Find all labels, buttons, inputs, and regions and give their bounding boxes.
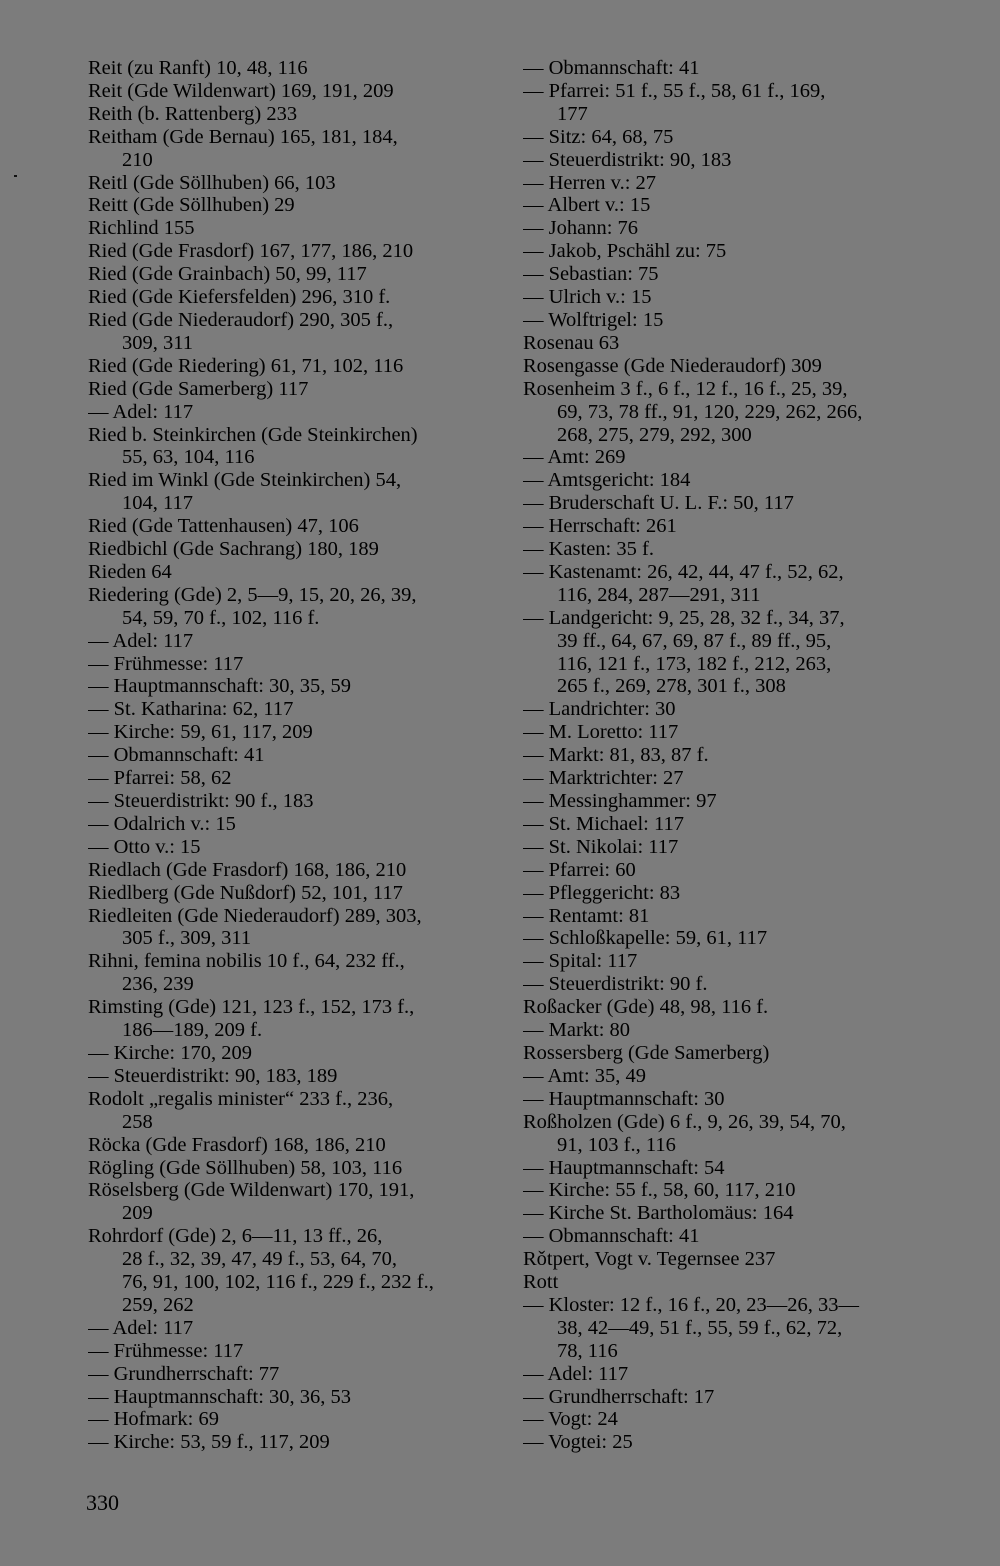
index-entry-line: Riedleiten (Gde Niederaudorf) 289, 303, <box>88 904 422 927</box>
index-entry <box>523 538 923 561</box>
index-entry <box>88 767 493 790</box>
index-entry-continuation: 38, 42—49, 51 f., 55, 59 f., 62, 72, <box>557 1316 843 1339</box>
index-entry <box>88 1340 493 1363</box>
index-entry-line: Röcka (Gde Frasdorf) 168, 186, 210 <box>88 1133 386 1156</box>
index-entry <box>523 1179 923 1202</box>
index-entry <box>523 1111 923 1157</box>
index-entry <box>523 561 923 607</box>
index-entry-line: — Johann: 76 <box>523 217 639 240</box>
index-entry <box>523 950 923 973</box>
index-entry-line: Ried (Gde Kiefersfelden) 296, 310 f. <box>88 286 391 309</box>
index-entry-continuation: 210 <box>122 148 153 171</box>
index-entry <box>523 1202 923 1225</box>
index-entry-line: Rott <box>523 1271 559 1294</box>
index-entry <box>523 332 923 355</box>
index-entry-line: — Marktrichter: 27 <box>523 767 684 790</box>
index-entry-continuation: 309, 311 <box>122 331 193 354</box>
index-entry-line: — Steuerdistrikt: 90 f., 183 <box>88 790 314 812</box>
index-entry-line: — Kasten: 35 f. <box>523 538 654 561</box>
index-entry-line: — Hauptmannschaft: 30, 36, 53 <box>88 1385 352 1408</box>
index-entry-line: — Vogtei: 25 <box>523 1431 633 1454</box>
index-entry-line: — Kirche St. Bartholomäus: 164 <box>523 1202 794 1225</box>
index-entry-line: — Frühmesse: 117 <box>88 652 244 675</box>
index-entry <box>88 950 493 996</box>
index-entry-line: — Ulrich v.: 15 <box>523 286 652 309</box>
index-entry-line: — Obmannschaft: 41 <box>523 57 700 79</box>
index-entry <box>523 1408 923 1431</box>
index-entry <box>523 1019 923 1042</box>
index-entry <box>523 515 923 538</box>
index-entry-line: — Jakob, Pschähl zu: 75 <box>523 240 727 263</box>
index-entry <box>88 744 493 767</box>
index-entry <box>523 126 923 149</box>
index-entry-continuation: 28 f., 32, 39, 47, 49 f., 53, 64, 70, <box>122 1248 398 1271</box>
index-entry-line: — Kirche: 53, 59 f., 117, 209 <box>88 1431 330 1454</box>
index-entry <box>88 836 493 859</box>
index-entry <box>88 813 493 836</box>
index-entry-line: — Steuerdistrikt: 90, 183, 189 <box>88 1064 338 1087</box>
index-entry <box>88 1042 493 1065</box>
index-entry <box>523 607 923 699</box>
index-entry <box>523 813 923 836</box>
index-entry <box>523 80 923 126</box>
index-entry <box>88 515 493 538</box>
index-entry <box>523 492 923 515</box>
index-entry-line: — Herren v.: 27 <box>523 171 657 194</box>
index-entry-line: Rossersberg (Gde Samerberg) <box>523 1041 770 1064</box>
index-entry-line: — Pfleggericht: 83 <box>523 881 681 904</box>
index-entry <box>523 1386 923 1409</box>
index-entry-line: — Frühmesse: 117 <box>88 1339 244 1362</box>
index-entry <box>523 446 923 469</box>
index-entry <box>523 721 923 744</box>
index-entry-line: — St. Michael: 117 <box>523 812 684 835</box>
index-entry-line: Reit (zu Ranft) 10, 48, 116 <box>88 57 308 79</box>
index-entry <box>523 996 923 1019</box>
index-entry <box>523 1042 923 1065</box>
index-entry-line: — Amtsgericht: 184 <box>523 469 691 492</box>
index-entry-line: Ried (Gde Samerberg) 117 <box>88 377 309 400</box>
index-entry <box>523 1088 923 1111</box>
index-entry-continuation: 78, 116 <box>557 1339 618 1362</box>
index-entry-line: — Pfarrei: 60 <box>523 858 636 881</box>
index-entry-continuation: 236, 239 <box>122 973 194 996</box>
index-entry-line: Roßacker (Gde) 48, 98, 116 f. <box>523 996 769 1019</box>
index-entry <box>88 721 493 744</box>
index-entry-line: Ried (Gde Riedering) 61, 71, 102, 116 <box>88 354 404 377</box>
index-entry <box>88 172 493 195</box>
index-entry-line: Rosengasse (Gde Niederaudorf) 309 <box>523 354 822 377</box>
index-entry-line: — Spital: 117 <box>523 950 638 973</box>
index-entry-line: Reitham (Gde Bernau) 165, 181, 184, <box>88 125 398 148</box>
index-entry <box>88 698 493 721</box>
index-entry-line: — St. Nikolai: 117 <box>523 835 679 858</box>
index-entry <box>523 149 923 172</box>
index-entry-continuation: 91, 103 f., 116 <box>557 1133 676 1156</box>
index-entry <box>523 790 923 813</box>
index-entry <box>523 217 923 240</box>
index-entry <box>88 653 493 676</box>
index-entry-continuation: 265 f., 269, 278, 301 f., 308 <box>557 675 786 698</box>
index-entry-line: — Albert v.: 15 <box>523 194 651 217</box>
index-entry-line: Richlind 155 <box>88 217 195 240</box>
index-entry <box>523 836 923 859</box>
index-column-right <box>523 57 923 1454</box>
index-entry <box>88 1386 493 1409</box>
index-entry-line: — Pfarrei: 51 f., 55 f., 58, 61 f., 169, <box>523 79 826 102</box>
index-entry <box>88 217 493 240</box>
index-entry <box>523 927 923 950</box>
index-entry <box>523 859 923 882</box>
index-entry <box>523 767 923 790</box>
index-entry-line: — M. Loretto: 117 <box>523 721 679 744</box>
index-entry <box>523 469 923 492</box>
index-entry <box>88 1431 493 1454</box>
index-entry <box>88 1134 493 1157</box>
scan-speck <box>14 175 17 177</box>
index-entry-line: — Adel: 117 <box>88 400 194 423</box>
index-entry <box>88 424 493 470</box>
index-entry-continuation: 69, 73, 78 ff., 91, 120, 229, 262, 266, <box>557 400 863 423</box>
index-entry <box>523 240 923 263</box>
index-entry-line: Riedbichl (Gde Sachrang) 180, 189 <box>88 538 379 561</box>
index-entry <box>88 538 493 561</box>
index-entry <box>88 905 493 951</box>
index-entry <box>523 286 923 309</box>
index-entry-line: — Herrschaft: 261 <box>523 515 677 538</box>
index-entry-line: — Steuerdistrikt: 90, 183 <box>523 148 732 171</box>
index-entry <box>88 194 493 217</box>
index-entry <box>88 675 493 698</box>
index-entry <box>88 996 493 1042</box>
index-entry-line: Ried (Gde Tattenhausen) 47, 106 <box>88 515 359 538</box>
index-entry-line: — Kloster: 12 f., 16 f., 20, 23—26, 33— <box>523 1293 859 1316</box>
index-entry-continuation: 54, 59, 70 f., 102, 116 f. <box>122 606 320 629</box>
index-entry-line: — Odalrich v.: 15 <box>88 812 236 835</box>
index-entry-line: — Landrichter: 30 <box>523 698 676 721</box>
index-entry <box>88 1408 493 1431</box>
index-entry-continuation: 259, 262 <box>122 1293 194 1316</box>
index-entry <box>88 561 493 584</box>
index-entry <box>88 1065 493 1088</box>
index-entry-continuation: 258 <box>122 1110 153 1133</box>
index-entry <box>523 698 923 721</box>
index-entry-line: Röselsberg (Gde Wildenwart) 170, 191, <box>88 1179 415 1202</box>
index-entry <box>88 790 493 813</box>
index-entry-line: — Grundherrschaft: 17 <box>523 1385 715 1408</box>
index-entry-line: — Markt: 80 <box>523 1019 631 1042</box>
index-entry <box>88 309 493 355</box>
index-entry-line: Roßholzen (Gde) 6 f., 9, 26, 39, 54, 70, <box>523 1110 846 1133</box>
index-entry <box>523 263 923 286</box>
index-entry-line: — Rentamt: 81 <box>523 904 650 927</box>
index-entry-continuation: 116, 121 f., 173, 182 f., 212, 263, <box>557 652 832 675</box>
index-entry-line: — Amt: 35, 49 <box>523 1064 647 1087</box>
index-entry-line: — Vogt: 24 <box>523 1408 618 1431</box>
index-entry-line: — Kastenamt: 26, 42, 44, 47 f., 52, 62, <box>523 560 844 583</box>
index-entry-line: — Steuerdistrikt: 90 f. <box>523 973 708 996</box>
index-entry <box>88 126 493 172</box>
index-entry-line: Reitl (Gde Söllhuben) 66, 103 <box>88 171 336 194</box>
index-entry-line: — Schloßkapelle: 59, 61, 117 <box>523 927 768 950</box>
index-entry-line: — Adel: 117 <box>523 1362 629 1385</box>
index-entry <box>523 1294 923 1363</box>
index-entry <box>88 103 493 126</box>
index-entry-continuation: 39 ff., 64, 67, 69, 87 f., 89 ff., 95, <box>557 629 832 652</box>
index-entry-line: — Pfarrei: 58, 62 <box>88 767 232 790</box>
index-entry <box>88 1225 493 1317</box>
index-entry-line: — Kirche: 55 f., 58, 60, 117, 210 <box>523 1179 796 1202</box>
index-entry-line: — Bruderschaft U. L. F.: 50, 117 <box>523 492 794 515</box>
index-entry-continuation: 305 f., 309, 311 <box>122 927 252 950</box>
index-entry-line: — Obmannschaft: 41 <box>88 744 265 767</box>
index-entry <box>523 1363 923 1386</box>
index-entry <box>523 1431 923 1454</box>
index-entry-line: Ried im Winkl (Gde Steinkirchen) 54, <box>88 469 402 492</box>
index-entry <box>88 630 493 653</box>
index-entry-line: — Wolftrigel: 15 <box>523 308 664 331</box>
index-entry <box>88 584 493 630</box>
index-entry-line: Ried b. Steinkirchen (Gde Steinkirchen) <box>88 423 418 446</box>
index-entry <box>88 57 493 80</box>
index-entry-line: Riedlach (Gde Frasdorf) 168, 186, 210 <box>88 858 407 881</box>
index-entry-line: Ried (Gde Grainbach) 50, 99, 117 <box>88 263 367 286</box>
index-entry <box>523 1271 923 1294</box>
index-entry <box>88 240 493 263</box>
index-entry-continuation: 209 <box>122 1202 153 1225</box>
index-entry-line: Rohrdorf (Gde) 2, 6—11, 13 ff., 26, <box>88 1225 383 1248</box>
index-entry <box>88 1317 493 1340</box>
index-entry-line: — Obmannschaft: 41 <box>523 1225 700 1248</box>
index-entry-line: — Grundherrschaft: 77 <box>88 1362 280 1385</box>
index-entry-line: Rosenau 63 <box>523 331 620 354</box>
index-entry-line: — Hauptmannschaft: 30, 35, 59 <box>88 675 352 698</box>
index-entry <box>88 859 493 882</box>
index-column-left <box>88 57 493 1454</box>
index-entry <box>523 194 923 217</box>
index-entry-line: — Kirche: 170, 209 <box>88 1041 252 1064</box>
index-entry-line: — Hauptmannschaft: 30 <box>523 1087 725 1110</box>
index-entry <box>523 1157 923 1180</box>
index-entry <box>88 263 493 286</box>
index-entry-line: — Landgericht: 9, 25, 28, 32 f., 34, 37, <box>523 606 845 629</box>
index-entry <box>523 744 923 767</box>
index-entry-continuation: 116, 284, 287—291, 311 <box>557 583 761 606</box>
index-entry <box>88 401 493 424</box>
index-entry-line: Rǒtpert, Vogt v. Tegernsee 237 <box>523 1248 776 1271</box>
index-entry-continuation: 76, 91, 100, 102, 116 f., 229 f., 232 f., <box>122 1271 434 1294</box>
index-entry-line: Rögling (Gde Söllhuben) 58, 103, 116 <box>88 1156 403 1179</box>
index-entry-line: Rosenheim 3 f., 6 f., 12 f., 16 f., 25, 39, <box>523 377 848 400</box>
index-entry-line: Ried (Gde Frasdorf) 167, 177, 186, 210 <box>88 240 414 263</box>
index-entry-line: Reith (b. Rattenberg) 233 <box>88 102 298 125</box>
index-entry-continuation: 186—189, 209 f. <box>122 1019 263 1042</box>
index-entry <box>523 882 923 905</box>
index-entry <box>523 1225 923 1248</box>
index-entry-line: — St. Katharina: 62, 117 <box>88 698 294 721</box>
index-entry-line: Reit (Gde Wildenwart) 169, 191, 209 <box>88 79 394 102</box>
index-entry-line: — Hauptmannschaft: 54 <box>523 1156 725 1179</box>
index-entry <box>88 355 493 378</box>
index-entry <box>523 973 923 996</box>
index-entry <box>523 1065 923 1088</box>
index-entry <box>88 882 493 905</box>
index-entry <box>523 172 923 195</box>
index-entry <box>523 309 923 332</box>
index-entry <box>523 355 923 378</box>
index-entry-continuation: 177 <box>557 102 588 125</box>
index-entry <box>88 80 493 103</box>
index-entry-line: Rieden 64 <box>88 560 172 583</box>
index-entry-line: — Sebastian: 75 <box>523 263 659 286</box>
index-entry-line: Riedering (Gde) 2, 5—9, 15, 20, 26, 39, <box>88 583 417 606</box>
index-entry <box>88 286 493 309</box>
index-entry <box>523 57 923 80</box>
index-entry <box>88 469 493 515</box>
index-entry <box>88 1157 493 1180</box>
index-entry-line: — Adel: 117 <box>88 629 194 652</box>
index-entry-continuation: 268, 275, 279, 292, 300 <box>557 423 752 446</box>
index-entry <box>88 1363 493 1386</box>
index-entry <box>88 1179 493 1225</box>
index-entry-line: — Amt: 269 <box>523 446 626 469</box>
index-entry-line: Riedlberg (Gde Nußdorf) 52, 101, 117 <box>88 881 403 904</box>
index-entry-line: Ried (Gde Niederaudorf) 290, 305 f., <box>88 308 394 331</box>
index-entry <box>523 905 923 928</box>
index-entry-line: Reitt (Gde Söllhuben) 29 <box>88 194 295 217</box>
index-entry-continuation: 104, 117 <box>122 492 193 515</box>
index-entry-line: Rimsting (Gde) 121, 123 f., 152, 173 f., <box>88 996 415 1019</box>
index-entry <box>88 378 493 401</box>
page-number: 330 <box>86 1490 119 1515</box>
index-entry <box>523 378 923 447</box>
index-entry-line: — Sitz: 64, 68, 75 <box>523 125 674 148</box>
index-entry-line: — Messinghammer: 97 <box>523 790 717 812</box>
index-entry-continuation: 55, 63, 104, 116 <box>122 446 255 469</box>
index-entry <box>523 1248 923 1271</box>
index-entry-line: — Otto v.: 15 <box>88 835 201 858</box>
index-entry-line: Rihni, femina nobilis 10 f., 64, 232 ff., <box>88 950 405 973</box>
index-entry-line: — Adel: 117 <box>88 1316 194 1339</box>
index-entry-line: — Kirche: 59, 61, 117, 209 <box>88 721 313 744</box>
index-entry <box>88 1088 493 1134</box>
index-entry-line: Rodolt „regalis minister“ 233 f., 236, <box>88 1087 394 1110</box>
index-entry-line: — Hofmark: 69 <box>88 1408 219 1431</box>
index-entry-line: — Markt: 81, 83, 87 f. <box>523 744 709 767</box>
